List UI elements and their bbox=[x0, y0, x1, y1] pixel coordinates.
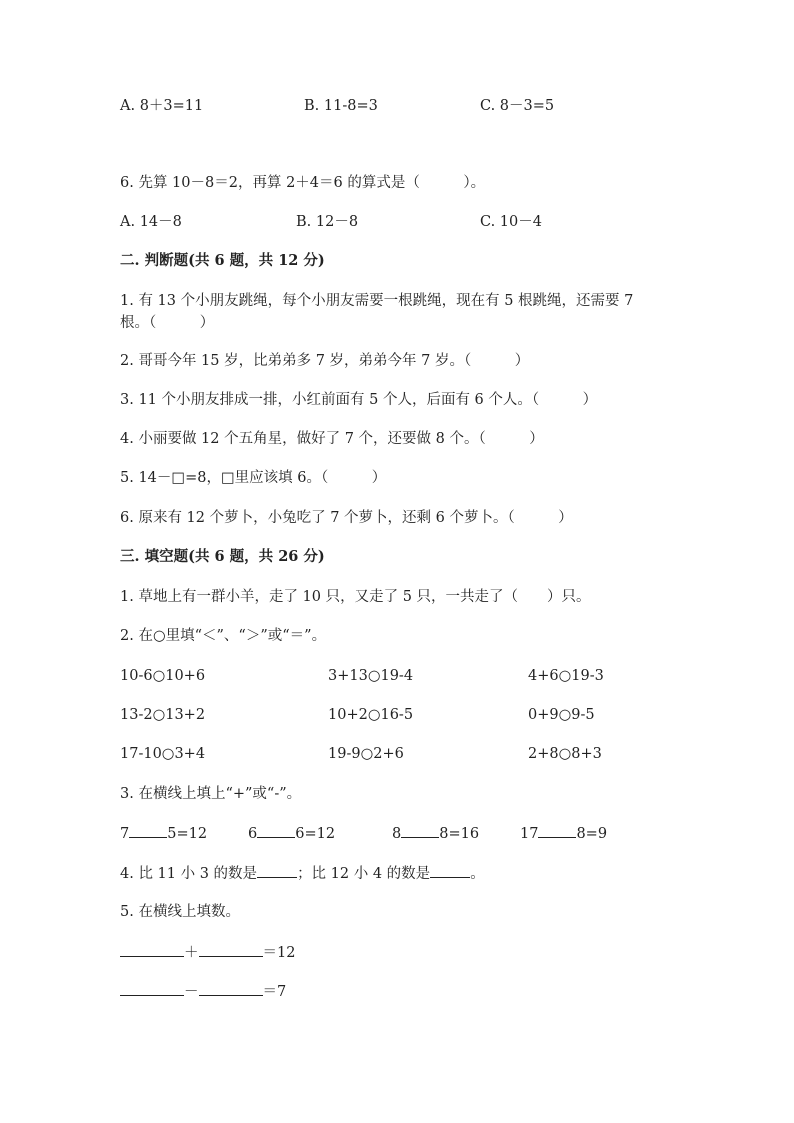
fill-q3-title: 3. 在横线上填上“+”或“-”。 bbox=[120, 786, 302, 802]
compare-cell: 13-2○13+2 bbox=[120, 707, 206, 723]
fill-q4-text: 4. 比 11 小 3 的数是 bbox=[120, 866, 258, 882]
sign-item-right: 6=12 bbox=[295, 826, 336, 842]
fill-q4-text: 。 bbox=[470, 866, 485, 882]
compare-cell: 17-10○3+4 bbox=[120, 746, 206, 762]
answer-blank[interactable] bbox=[120, 981, 184, 996]
operator: － bbox=[184, 984, 199, 1000]
judge-item-4: 4. 小丽要做 12 个五角星，做好了 7 个，还要做 8 个。（ ） bbox=[120, 431, 544, 447]
sign-item-right: 8=16 bbox=[439, 826, 480, 842]
compare-cell: 10-6○10+6 bbox=[120, 668, 206, 684]
sign-item-right: 8=9 bbox=[576, 826, 608, 842]
sign-item-left: 7 bbox=[120, 826, 130, 842]
q6-option-b: B. 12－8 bbox=[296, 214, 359, 230]
sign-item bbox=[520, 823, 607, 844]
answer-blank[interactable] bbox=[257, 863, 297, 878]
sign-item-left: 8 bbox=[392, 826, 402, 842]
q6-option-a: A. 14－8 bbox=[120, 214, 182, 230]
judge-item-3: 3. 11 个小朋友排成一排，小红前面有 5 个人，后面有 6 个人。（ ） bbox=[120, 392, 598, 408]
fill-q5-eq2 bbox=[120, 981, 286, 1002]
q5-option-b: B. 11-8=3 bbox=[304, 98, 378, 114]
compare-cell: 2+8○8+3 bbox=[528, 746, 602, 762]
sign-item bbox=[120, 823, 207, 844]
sign-item-left: 17 bbox=[520, 826, 539, 842]
q6-question: 6. 先算 10－8＝2，再算 2＋4＝6 的算式是（ ）。 bbox=[120, 175, 486, 191]
answer-blank[interactable] bbox=[199, 981, 263, 996]
answer-blank[interactable] bbox=[120, 942, 184, 957]
q5-option-c: C. 8－3=5 bbox=[480, 98, 555, 114]
fill-q5-title: 5. 在横线上填数。 bbox=[120, 904, 240, 920]
operator: ＋ bbox=[184, 945, 199, 961]
compare-cell: 0+9○9-5 bbox=[528, 707, 595, 723]
judge-item-1: 1. 有 13 个小朋友跳绳，每个小朋友需要一根跳绳，现在有 5 根跳绳，还需要 7 bbox=[120, 293, 634, 309]
judge-item-6: 6. 原来有 12 个萝卜，小兔吃了 7 个萝卜，还剩 6 个萝卜。（ ） bbox=[120, 510, 573, 526]
sign-blank[interactable] bbox=[401, 823, 439, 838]
section3-heading: 三. 填空题(共 6 题，共 26 分) bbox=[120, 548, 325, 565]
compare-cell: 4+6○19-3 bbox=[528, 668, 604, 684]
sign-item bbox=[392, 823, 479, 844]
judge-item-1-cont: 根。（ ） bbox=[120, 315, 215, 331]
fill-q5-eq1 bbox=[120, 942, 295, 963]
q6-option-c: C. 10－4 bbox=[480, 214, 542, 230]
answer-blank[interactable] bbox=[430, 863, 470, 878]
sign-blank[interactable] bbox=[257, 823, 295, 838]
equation-result: ＝12 bbox=[262, 945, 296, 961]
sign-blank[interactable] bbox=[129, 823, 167, 838]
compare-cell: 3+13○19-4 bbox=[328, 668, 414, 684]
answer-blank[interactable] bbox=[199, 942, 263, 957]
sign-item-left: 6 bbox=[248, 826, 258, 842]
fill-q4 bbox=[120, 863, 485, 884]
fill-q1: 1. 草地上有一群小羊，走了 10 只，又走了 5 只，一共走了（ ）只。 bbox=[120, 589, 591, 605]
sign-item-right: 5=12 bbox=[167, 826, 208, 842]
sign-item bbox=[248, 823, 335, 844]
compare-cell: 10+2○16-5 bbox=[328, 707, 414, 723]
q5-option-a: A. 8＋3=11 bbox=[120, 98, 204, 114]
equation-result: ＝7 bbox=[262, 984, 287, 1000]
compare-cell: 19-9○2+6 bbox=[328, 746, 404, 762]
judge-item-5: 5. 14－□=8，□里应该填 6。（ ） bbox=[120, 470, 387, 486]
section2-heading: 二. 判断题(共 6 题，共 12 分) bbox=[120, 252, 325, 269]
sign-blank[interactable] bbox=[538, 823, 576, 838]
fill-q4-text: ；比 12 小 4 的数是 bbox=[297, 866, 431, 882]
fill-q2-title: 2. 在○里填“＜”、“＞”或“＝”。 bbox=[120, 628, 327, 644]
judge-item-2: 2. 哥哥今年 15 岁，比弟弟多 7 岁，弟弟今年 7 岁。（ ） bbox=[120, 353, 530, 369]
